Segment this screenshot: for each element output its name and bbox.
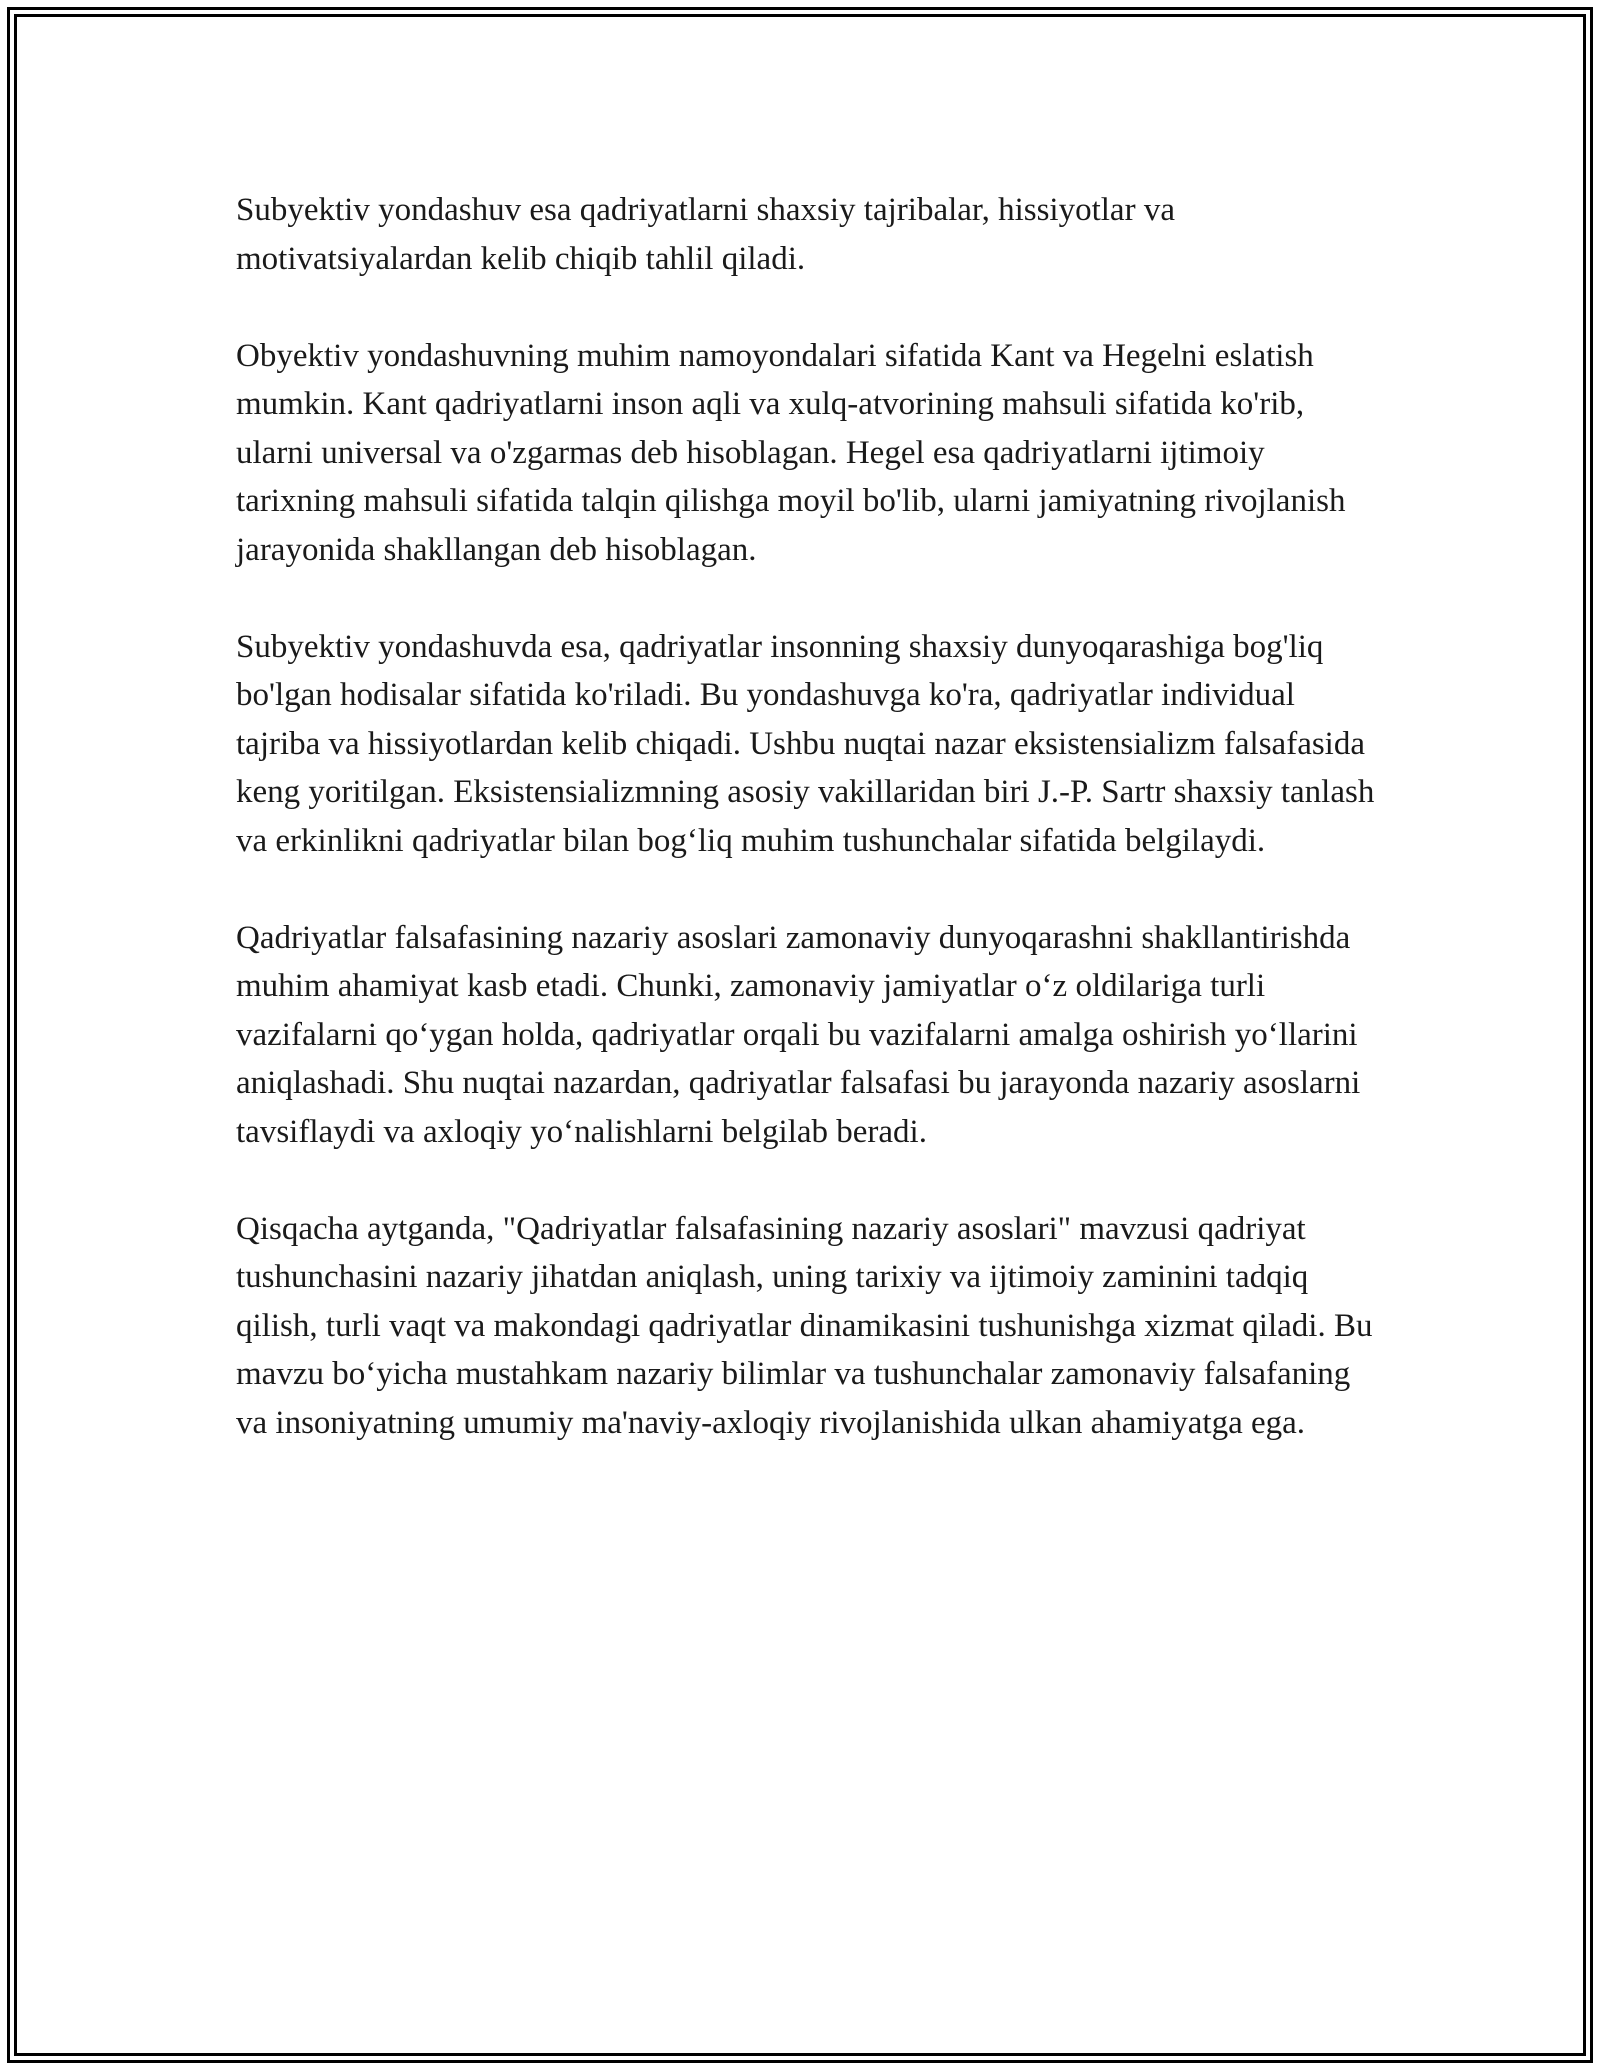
document-body [236, 186, 1376, 1447]
paragraph-objective-approach: Obyektiv yondashuvning muhim namoyondalari sifatida Kant va Hegelni eslatish mumkin. Kant qadriyatlarni inson aqli va xulq-atvorining mahsuli sifatida ko'rib, ularni universal va o'zgarmas deb hisoblagan. Hegel esa qadriyatlarni ijtimoiy tarixning mahsuli sifatida talqin qilishga moyil bo'lib, ularni jamiyatning rivojlanish jarayonida shakllangan deb hisoblagan. [236, 337, 1346, 568]
paragraph-theoretical-foundations: Qadriyatlar falsafasining nazariy asoslari zamonaviy dunyoqarashni shakllantirishda muhim ahamiyat kasb etadi. Chunki, zamonaviy jamiyatlar o‘z oldilariga turli vazifalarni qo‘ygan holda, qadriyatlar orqali bu vazifalarni amalga oshirish yo‘llarini aniqlashadi. Shu nuqtai nazardan, qadriyatlar falsafasi bu jarayonda nazariy asoslarni tavsiflaydi va axloqiy yo‘nalishlarni belgilab beradi. [236, 919, 1361, 1150]
paragraph-subjective-approach: Subyektiv yondashuvda esa, qadriyatlar insonning shaxsiy dunyoqarashiga bog'liq bo'lgan hodisalar sifatida ko'riladi. Bu yondashuvga ko'ra, qadriyatlar individual tajriba va hissiyotlardan kelib chiqadi. Ushbu nuqtai nazar eksistensializm falsafasida keng yoritilgan. Eksistensializmning asosiy vakillaridan biri J.-P. Sartr shaxsiy tanlash va erkinlikni qadriyatlar bilan bog‘liq muhim tushunchalar sifatida belgilaydi. [236, 628, 1375, 859]
paragraph-subjective-intro: Subyektiv yondashuv esa qadriyatlarni shaxsiy tajribalar, hissiyotlar va motivatsiyalardan kelib chiqib tahlil qiladi. [236, 192, 1175, 277]
paragraph-conclusion: Qisqacha aytganda, "Qadriyatlar falsafasining nazariy asoslari" mavzusi qadriyat tushunchasini nazariy jihatdan aniqlash, uning tarixiy va ijtimoiy zaminini tadqiq qilish, turli vaqt va makondagi qadriyatlar dinamikasini tushunishga xizmat qiladi. Bu mavzu bo‘yicha mustahkam nazariy bilimlar va tushunchalar zamonaviy falsafaning va insoniyatning umumiy ma'naviy-axloqiy rivojlanishida ulkan ahamiyatga ega. [236, 1210, 1373, 1441]
